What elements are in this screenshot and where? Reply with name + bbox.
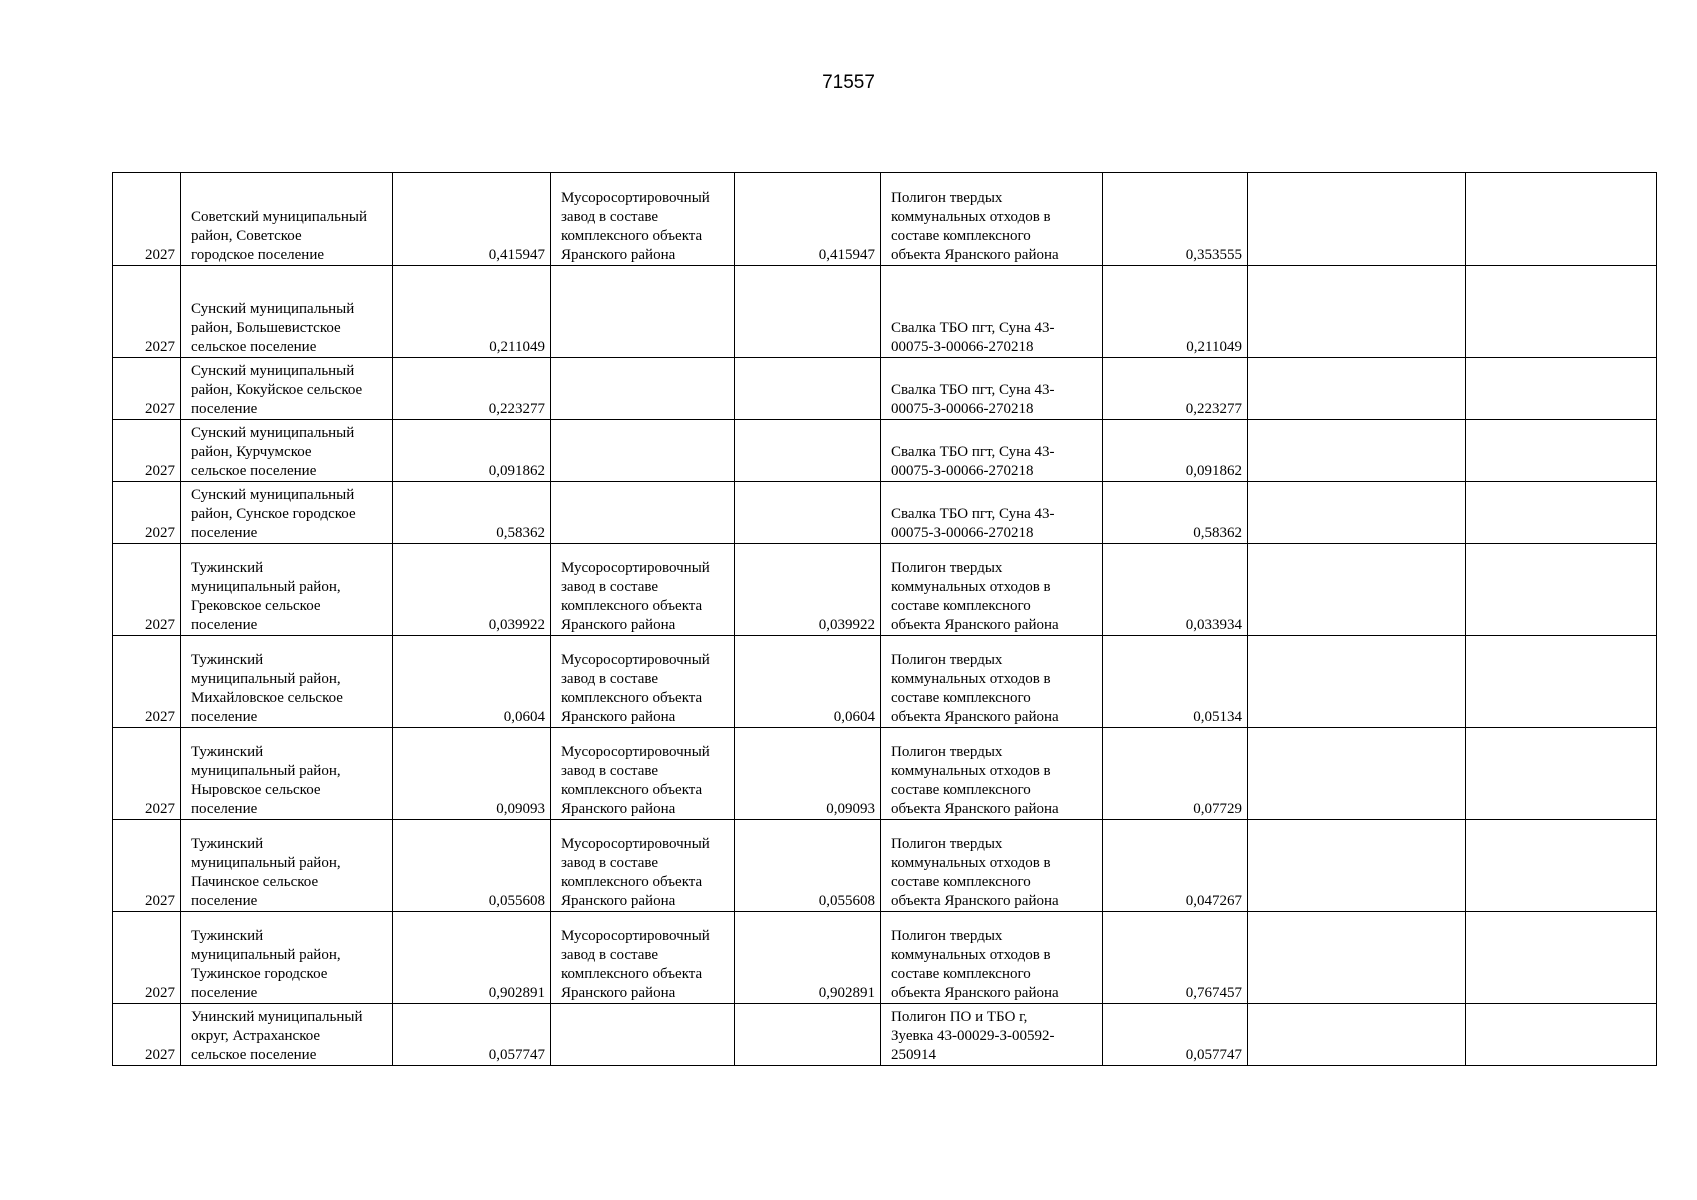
volume-cell: 0,415947	[393, 173, 551, 266]
volume-cell: 0,0604	[393, 636, 551, 728]
disposal-facility-cell: Полигон твердых коммунальных отходов в составе комплексного объекта Яранского района	[881, 636, 1103, 728]
year-cell: 2027	[113, 728, 181, 820]
sorting-facility-cell	[551, 420, 735, 482]
empty-cell	[1466, 420, 1657, 482]
empty-cell	[1248, 173, 1466, 266]
year-cell: 2027	[113, 1004, 181, 1066]
sorting-facility-cell: Мусоросортировочный завод в составе комплексного объекта Яранского района	[551, 728, 735, 820]
volume-cell: 0,58362	[393, 482, 551, 544]
empty-cell	[1466, 544, 1657, 636]
disposal-volume-cell: 0,07729	[1103, 728, 1248, 820]
disposal-facility-cell: Полигон ПО и ТБО г, Зуевка 43-00029-З-00592- 250914	[881, 1004, 1103, 1066]
municipality-cell: Тужинский муниципальный район, Тужинское городское поселение	[181, 912, 393, 1004]
table-row	[113, 482, 1657, 544]
year-cell: 2027	[113, 544, 181, 636]
municipality-cell: Сунский муниципальный район, Большевистское сельское поселение	[181, 266, 393, 358]
disposal-facility-cell: Свалка ТБО пгт, Суна 43- 00075-З-00066-270218	[881, 482, 1103, 544]
sorting-volume-cell: 0,055608	[735, 820, 881, 912]
sorting-volume-cell: 0,09093	[735, 728, 881, 820]
disposal-facility-cell: Полигон твердых коммунальных отходов в составе комплексного объекта Яранского района	[881, 912, 1103, 1004]
empty-cell	[1466, 636, 1657, 728]
table-row	[113, 820, 1657, 912]
disposal-volume-cell: 0,767457	[1103, 912, 1248, 1004]
empty-cell	[1248, 1004, 1466, 1066]
table-row	[113, 358, 1657, 420]
waste-flow-table	[112, 172, 1657, 1066]
disposal-facility-cell: Свалка ТБО пгт, Суна 43- 00075-З-00066-270218	[881, 420, 1103, 482]
table-row	[113, 544, 1657, 636]
sorting-volume-cell	[735, 420, 881, 482]
sorting-volume-cell	[735, 266, 881, 358]
disposal-facility-cell: Полигон твердых коммунальных отходов в составе комплексного объекта Яранского района	[881, 173, 1103, 266]
disposal-facility-cell: Свалка ТБО пгт, Суна 43- 00075-З-00066-270218	[881, 266, 1103, 358]
municipality-cell: Унинский муниципальный округ, Астраханское сельское поселение	[181, 1004, 393, 1066]
municipality-cell: Советский муниципальный район, Советское городское поселение	[181, 173, 393, 266]
municipality-cell: Тужинский муниципальный район, Ныровское сельское поселение	[181, 728, 393, 820]
sorting-facility-cell: Мусоросортировочный завод в составе комплексного объекта Яранского района	[551, 912, 735, 1004]
table-row	[113, 173, 1657, 266]
page-number: 71557	[822, 72, 875, 93]
volume-cell: 0,902891	[393, 912, 551, 1004]
disposal-facility-cell: Свалка ТБО пгт, Суна 43- 00075-З-00066-270218	[881, 358, 1103, 420]
disposal-volume-cell: 0,05134	[1103, 636, 1248, 728]
sorting-facility-cell	[551, 1004, 735, 1066]
year-cell: 2027	[113, 358, 181, 420]
empty-cell	[1248, 636, 1466, 728]
sorting-volume-cell	[735, 358, 881, 420]
table-row	[113, 912, 1657, 1004]
municipality-cell: Тужинский муниципальный район, Михайловское сельское поселение	[181, 636, 393, 728]
sorting-volume-cell	[735, 482, 881, 544]
empty-cell	[1466, 728, 1657, 820]
table-row	[113, 266, 1657, 358]
year-cell: 2027	[113, 266, 181, 358]
sorting-volume-cell: 0,902891	[735, 912, 881, 1004]
year-cell: 2027	[113, 173, 181, 266]
disposal-volume-cell: 0,223277	[1103, 358, 1248, 420]
empty-cell	[1248, 266, 1466, 358]
sorting-facility-cell: Мусоросортировочный завод в составе комплексного объекта Яранского района	[551, 173, 735, 266]
disposal-volume-cell: 0,033934	[1103, 544, 1248, 636]
table-row	[113, 728, 1657, 820]
sorting-facility-cell: Мусоросортировочный завод в составе комплексного объекта Яранского района	[551, 544, 735, 636]
empty-cell	[1466, 358, 1657, 420]
year-cell: 2027	[113, 820, 181, 912]
volume-cell: 0,039922	[393, 544, 551, 636]
empty-cell	[1466, 173, 1657, 266]
disposal-volume-cell: 0,58362	[1103, 482, 1248, 544]
sorting-volume-cell: 0,039922	[735, 544, 881, 636]
empty-cell	[1466, 912, 1657, 1004]
disposal-facility-cell: Полигон твердых коммунальных отходов в составе комплексного объекта Яранского района	[881, 728, 1103, 820]
municipality-cell: Сунский муниципальный район, Сунское городское поселение	[181, 482, 393, 544]
year-cell: 2027	[113, 420, 181, 482]
disposal-volume-cell: 0,047267	[1103, 820, 1248, 912]
table-row	[113, 636, 1657, 728]
sorting-facility-cell	[551, 482, 735, 544]
empty-cell	[1248, 358, 1466, 420]
volume-cell: 0,091862	[393, 420, 551, 482]
disposal-volume-cell: 0,353555	[1103, 173, 1248, 266]
empty-cell	[1466, 1004, 1657, 1066]
year-cell: 2027	[113, 636, 181, 728]
sorting-volume-cell	[735, 1004, 881, 1066]
empty-cell	[1466, 266, 1657, 358]
empty-cell	[1248, 544, 1466, 636]
volume-cell: 0,211049	[393, 266, 551, 358]
volume-cell: 0,055608	[393, 820, 551, 912]
table-body	[113, 173, 1657, 1066]
year-cell: 2027	[113, 482, 181, 544]
municipality-cell: Тужинский муниципальный район, Грековское сельское поселение	[181, 544, 393, 636]
sorting-facility-cell: Мусоросортировочный завод в составе комплексного объекта Яранского района	[551, 636, 735, 728]
volume-cell: 0,057747	[393, 1004, 551, 1066]
empty-cell	[1248, 420, 1466, 482]
disposal-facility-cell: Полигон твердых коммунальных отходов в составе комплексного объекта Яранского района	[881, 820, 1103, 912]
disposal-volume-cell: 0,091862	[1103, 420, 1248, 482]
table-row	[113, 1004, 1657, 1066]
empty-cell	[1466, 482, 1657, 544]
sorting-volume-cell: 0,0604	[735, 636, 881, 728]
disposal-facility-cell: Полигон твердых коммунальных отходов в составе комплексного объекта Яранского района	[881, 544, 1103, 636]
table-row	[113, 420, 1657, 482]
sorting-volume-cell: 0,415947	[735, 173, 881, 266]
disposal-volume-cell: 0,211049	[1103, 266, 1248, 358]
municipality-cell: Тужинский муниципальный район, Пачинское сельское поселение	[181, 820, 393, 912]
empty-cell	[1248, 728, 1466, 820]
empty-cell	[1248, 912, 1466, 1004]
sorting-facility-cell: Мусоросортировочный завод в составе комплексного объекта Яранского района	[551, 820, 735, 912]
municipality-cell: Сунский муниципальный район, Курчумское сельское поселение	[181, 420, 393, 482]
year-cell: 2027	[113, 912, 181, 1004]
volume-cell: 0,223277	[393, 358, 551, 420]
sorting-facility-cell	[551, 266, 735, 358]
volume-cell: 0,09093	[393, 728, 551, 820]
sorting-facility-cell	[551, 358, 735, 420]
municipality-cell: Сунский муниципальный район, Кокуйское сельское поселение	[181, 358, 393, 420]
disposal-volume-cell: 0,057747	[1103, 1004, 1248, 1066]
empty-cell	[1248, 820, 1466, 912]
empty-cell	[1466, 820, 1657, 912]
empty-cell	[1248, 482, 1466, 544]
